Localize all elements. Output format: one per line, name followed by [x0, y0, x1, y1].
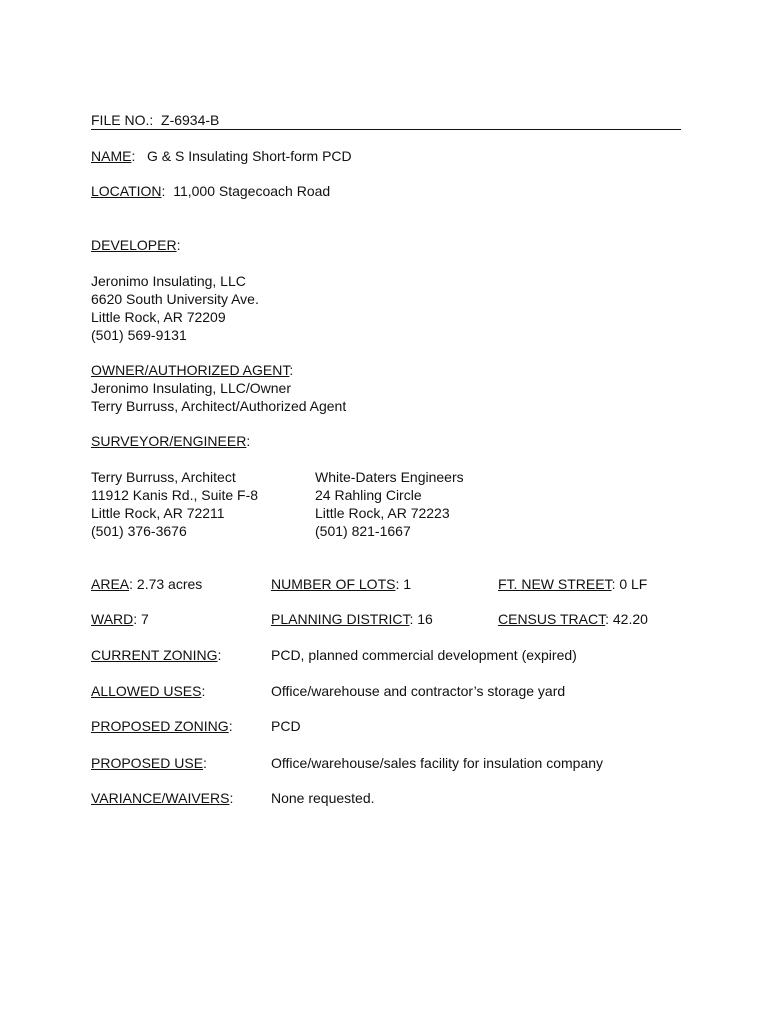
lots-label: NUMBER OF LOTS: [271, 576, 396, 592]
district-label: PLANNING DISTRICT: [271, 611, 410, 627]
surveyor-left-line: (501) 376-3676: [91, 523, 187, 539]
developer-line: 6620 South University Ave.: [91, 291, 259, 307]
ward-value: 7: [141, 611, 149, 627]
developer-line: Jeronimo Insulating, LLC: [91, 273, 246, 289]
location-label: LOCATION: [91, 183, 162, 199]
lots-value: 1: [403, 576, 412, 592]
area-value: 2.73 acres: [136, 576, 203, 592]
street-label: FT. NEW STREET: [498, 576, 612, 592]
tract-field: CENSUS TRACT: 42.20: [498, 611, 648, 627]
variance-label-cell: VARIANCE/WAIVERS:: [91, 790, 234, 806]
surveyor-right-line: White-Daters Engineers: [315, 469, 464, 485]
surveyor-label: SURVEYOR/ENGINEER: [91, 433, 247, 449]
surveyor-left-address: [91, 468, 258, 540]
name-row: NAME: G & S Insulating Short-form PCD: [91, 148, 352, 164]
surveyor-left-line: 11912 Kanis Rd., Suite F-8: [91, 487, 259, 503]
owner-line: Jeronimo Insulating, LLC/Owner: [91, 380, 291, 396]
current-zoning-value: PCD, planned commercial development (expired): [271, 647, 577, 663]
developer-label: DEVELOPER: [91, 237, 177, 253]
tract-value: 42.20: [612, 611, 648, 627]
surveyor-right-line: (501) 821-1667: [315, 523, 411, 539]
developer-line: Little Rock, AR 72209: [91, 309, 226, 325]
ward-label: WARD: [91, 611, 134, 627]
location-value: 11,000 Stagecoach Road: [173, 183, 331, 199]
proposed-zoning-label-cell: PROPOSED ZONING:: [91, 718, 233, 734]
surveyor-heading: SURVEYOR/ENGINEER:: [91, 433, 251, 449]
owner-label: OWNER/AUTHORIZED AGENT: [91, 362, 290, 378]
surveyor-right-line: Little Rock, AR 72223: [315, 505, 450, 521]
surveyor-right-address: [315, 468, 464, 540]
variance-label: VARIANCE/WAIVERS: [91, 790, 230, 806]
surveyor-left-line: Terry Burruss, Architect: [91, 469, 236, 485]
name-label: NAME: [91, 148, 132, 164]
area-label: AREA: [91, 576, 130, 592]
file-number-header: [91, 111, 681, 130]
ward-field: WARD: 7: [91, 611, 149, 627]
current-zoning-label: CURRENT ZONING: [91, 647, 218, 663]
district-field: PLANNING DISTRICT: 16: [271, 611, 433, 627]
tract-label: CENSUS TRACT: [498, 611, 606, 627]
owner-section: OWNER/AUTHORIZED AGENT: Jeronimo Insulating, LLC/Owner Terry Burruss, Architect/Authorized Agent: [91, 362, 347, 414]
street-value: 0 LF: [619, 576, 648, 592]
allowed-uses-value: Office/warehouse and contractor’s storage yard: [271, 683, 566, 699]
allowed-uses-label-cell: ALLOWED USES:: [91, 683, 206, 699]
developer-heading: DEVELOPER:: [91, 237, 181, 253]
current-zoning-label-cell: CURRENT ZONING:: [91, 647, 222, 663]
proposed-use-value: Office/warehouse/sales facility for insulation company: [271, 755, 604, 771]
file-number-label: FILE NO.:: [91, 112, 154, 128]
area-field: AREA: 2.73 acres: [91, 576, 203, 592]
proposed-use-label-cell: PROPOSED USE:: [91, 755, 207, 771]
proposed-zoning-label: PROPOSED ZONING: [91, 718, 229, 734]
district-value: 16: [417, 611, 433, 627]
file-number-value: Z-6934-B: [161, 112, 220, 128]
developer-address: [91, 272, 259, 344]
lots-field: NUMBER OF LOTS: 1: [271, 576, 412, 592]
location-row: LOCATION: 11,000 Stagecoach Road: [91, 183, 331, 199]
proposed-use-label: PROPOSED USE: [91, 755, 204, 771]
proposed-zoning-value: PCD: [271, 718, 301, 734]
surveyor-right-line: 24 Rahling Circle: [315, 487, 422, 503]
name-value: G & S Insulating Short-form PCD: [147, 148, 352, 164]
owner-line: Terry Burruss, Architect/Authorized Agent: [91, 398, 347, 414]
surveyor-left-line: Little Rock, AR 72211: [91, 505, 225, 521]
allowed-uses-label: ALLOWED USES: [91, 683, 202, 699]
variance-value: None requested.: [271, 790, 375, 806]
street-field: FT. NEW STREET: 0 LF: [498, 576, 648, 592]
developer-line: (501) 569-9131: [91, 327, 187, 343]
